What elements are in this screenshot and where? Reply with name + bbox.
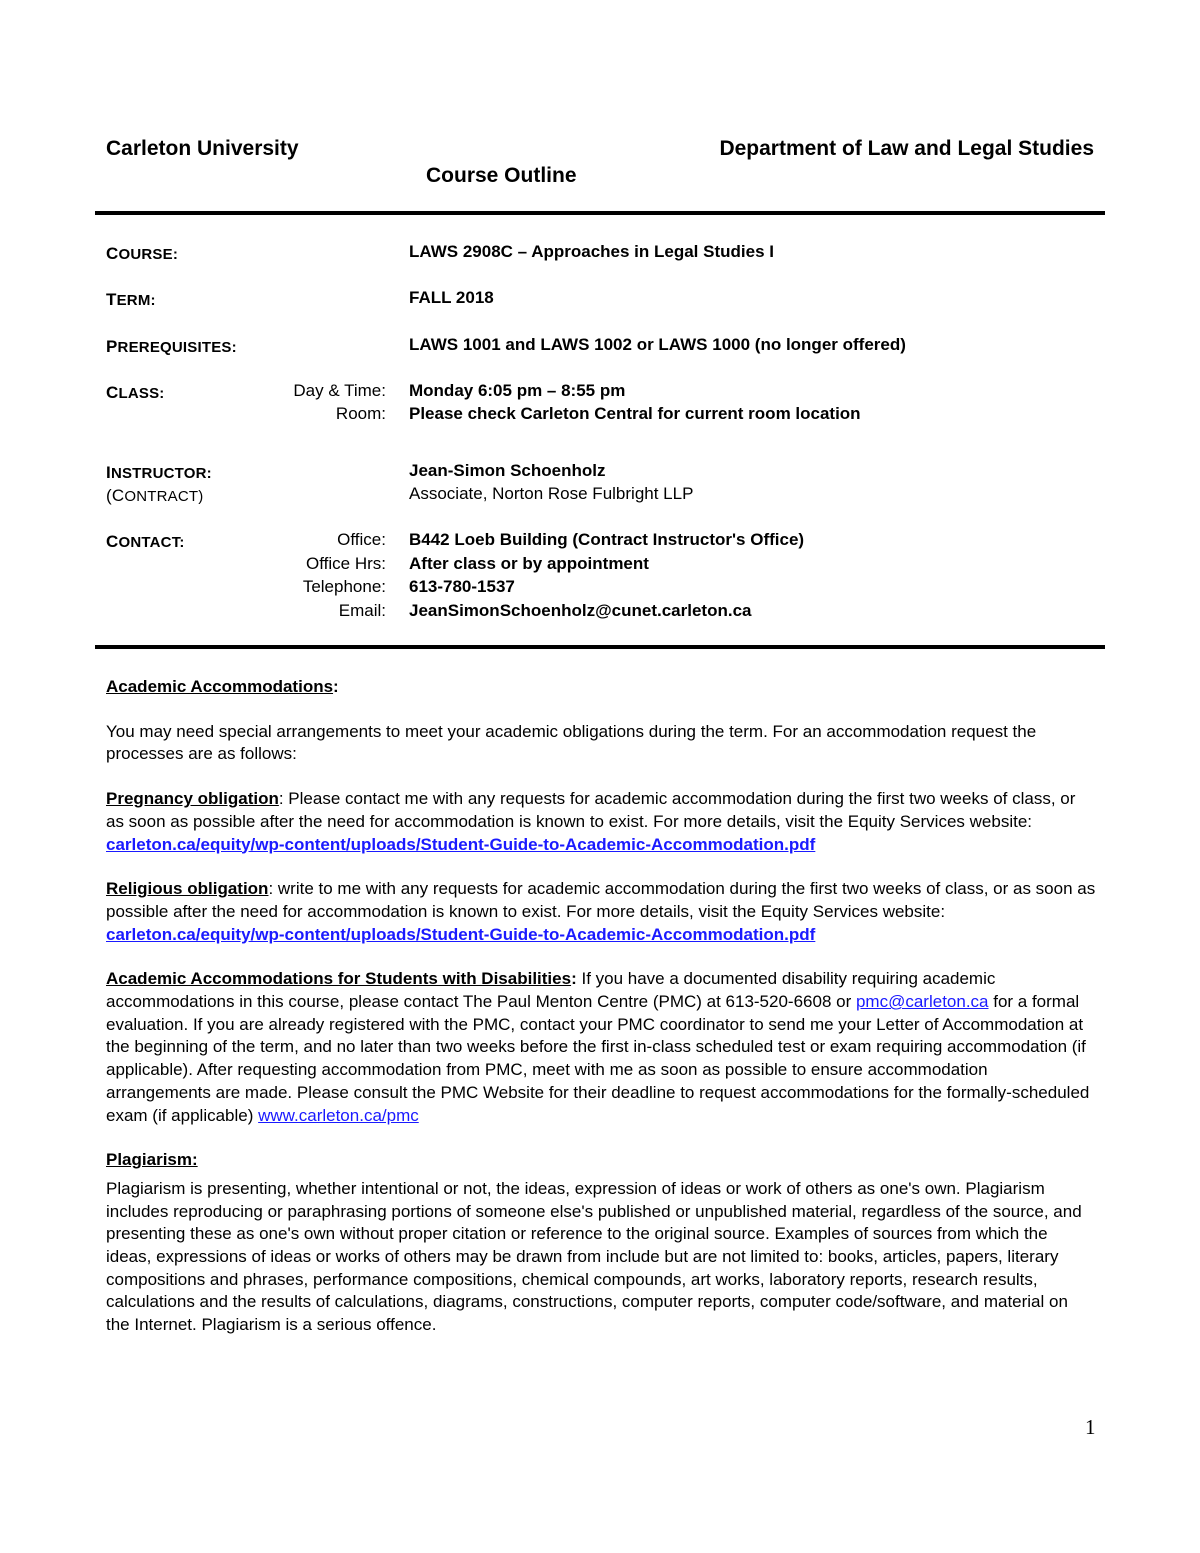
day-time-label: Day & Time: [293, 381, 386, 400]
instructor-title: Associate, Norton Rose Fulbright LLP [409, 484, 694, 503]
course-value: LAWS 2908C – Approaches in Legal Studies I [409, 242, 774, 261]
page-number: 1 [1085, 1415, 1096, 1439]
email-value: JeanSimonSchoenholz@cunet.carleton.ca [409, 601, 752, 620]
religious-title: Religious obligation [106, 879, 269, 899]
accommodations-intro: You may need special arrangements to meet your academic obligations during the term. For an accommodation request the processes are as follows: [106, 721, 1037, 764]
religious-guide-link[interactable]: carleton.ca/equity/wp-content/uploads/Student-Guide-to-Academic-Accommodation.pdf [106, 924, 816, 944]
pregnancy-paragraph: Pregnancy obligation: Please contact me with any requests for academic accommodation during the first two weeks of class, or as soon as possible after the need for accommodation is known to exist. For more details, visit the Equity Services website: carleton.ca/equity/wp-content/uploads/Student-Guide-to-Academic-Accommodation.pdf [106, 789, 1076, 854]
room-value: Please check Carleton Central for current room location [409, 404, 861, 423]
instructor-name: Jean-Simon Schoenholz [409, 461, 606, 480]
course-label: COURSE: [106, 244, 179, 263]
office-label: Office: [337, 530, 386, 549]
room-label: Room: [335, 404, 386, 423]
term-label: TERM: [106, 290, 156, 309]
plagiarism-heading: Plagiarism: [106, 1150, 198, 1170]
instructor-label: INSTRUCTOR: [106, 463, 212, 482]
religious-paragraph: Religious obligation: write to me with any requests for academic accommodation during the first two weeks of class, or as soon as possible after the need for accommodation is known to exist. For more details, visit the Equity Services website: carleton.ca/equity/wp-content/uploads/Student-Guide-to-Academic-Accommodation.pdf [106, 879, 1096, 944]
telephone-value: 613-780-1537 [409, 577, 515, 596]
top-divider [95, 211, 1105, 215]
document-title: Course Outline [426, 164, 577, 187]
office-hours-value: After class or by appointment [409, 554, 649, 573]
accommodations-section [106, 676, 1096, 1337]
contact-label: CONTACT: [106, 532, 185, 551]
university-name: Carleton University [106, 137, 299, 160]
pmc-website-link[interactable]: www.carleton.ca/pmc [258, 1105, 419, 1125]
plagiarism-text: Plagiarism is presenting, whether intentional or not, the ideas, expression of ideas or work of others as one's own. Plagiarism includes reproducing or paraphrasing portions of someone else's published or unpublished material, regardless of the source, and presenting these as one's own without proper citation or reference to the original source. Examples of sources from which the ideas, expressions of ideas or works of others may be drawn from include but are not limited to: books, articles, papers, literary compositions and phrases, performance compositions, chemical compounds, art works, laboratory reports, research results, calculations and the results of calculations, diagrams, constructions, computer reports, computer code/software, and material on the Internet. Plagiarism is a serious offence. [106, 1178, 1082, 1335]
disabilities-title: Academic Accommodations for Students with Disabilities [106, 969, 572, 989]
disabilities-paragraph: Academic Accommodations for Students with Disabilities: If you have a documented disability requiring academic accommodations in this course, please contact The Paul Menton Centre (PMC) at 613-520-6608 or pmc@carleton.ca for a formal evaluation. If you are already registered with the PMC, contact your PMC coordinator to send me your Letter of Accommodation at the beginning of the term, and no later than two weeks before the first in-class scheduled test or exam requiring accommodation (if applicable). After requesting accommodation from PMC, meet with me as soon as possible to ensure accommodation arrangements are made. Please consult the PMC Website for their deadline to request accommodations for the formally-scheduled exam (if applicable) www.carleton.ca/pmc [106, 969, 1090, 1125]
prerequisites-value: LAWS 1001 and LAWS 1002 or LAWS 1000 (no longer offered) [409, 335, 906, 354]
pmc-email-link[interactable]: pmc@carleton.ca [855, 992, 989, 1012]
pregnancy-guide-link[interactable]: carleton.ca/equity/wp-content/uploads/Student-Guide-to-Academic-Accommodation.pdf [106, 834, 816, 854]
email-label: Email: [338, 601, 386, 620]
contract-label: (CONTRACT) [106, 486, 204, 505]
day-time-value: Monday 6:05 pm – 8:55 pm [409, 381, 626, 400]
pregnancy-title: Pregnancy obligation [106, 789, 279, 809]
office-hours-label: Office Hrs: [306, 554, 386, 573]
prerequisites-label: PREREQUISITES: [106, 337, 237, 356]
telephone-label: Telephone: [302, 577, 386, 596]
term-value: FALL 2018 [409, 288, 494, 307]
bottom-divider [95, 645, 1105, 649]
class-label: CLASS: [106, 383, 165, 402]
accommodations-heading: Academic Accommodations: [106, 677, 339, 696]
office-value: B442 Loeb Building (Contract Instructor's Office) [409, 530, 805, 549]
department-name: Department of Law and Legal Studies [719, 137, 1094, 160]
